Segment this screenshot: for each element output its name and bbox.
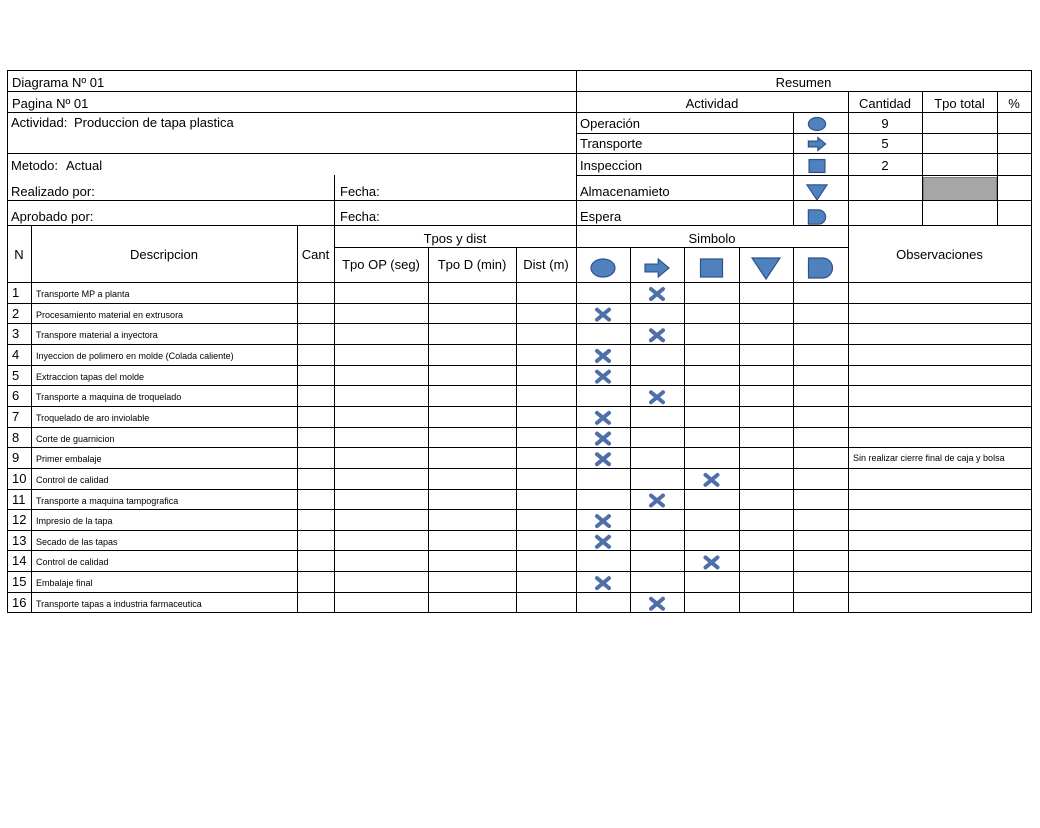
grid-vline bbox=[7, 70, 8, 613]
grid-vline bbox=[922, 91, 923, 226]
step-number: 8 bbox=[12, 429, 20, 445]
step-description: Control de calidad bbox=[36, 474, 109, 485]
step-description: Control de calidad bbox=[36, 557, 109, 568]
grid-vline bbox=[793, 247, 794, 613]
step-number: 16 bbox=[12, 594, 27, 610]
grid-hline bbox=[7, 406, 1032, 407]
grid-vline bbox=[576, 70, 577, 613]
step-number: 11 bbox=[12, 491, 26, 507]
col-observations-header: Observaciones bbox=[896, 247, 983, 262]
activity-label: Actividad: bbox=[11, 115, 68, 130]
activity-value: Produccion de tapa plastica bbox=[74, 115, 234, 130]
grid-hline bbox=[7, 303, 1032, 304]
summary-row-count: 2 bbox=[881, 158, 889, 173]
grid-hline bbox=[7, 489, 1032, 490]
step-mark bbox=[651, 392, 663, 402]
summary-title: Resumen bbox=[775, 75, 832, 90]
step-description: Transporte MP a planta bbox=[36, 289, 130, 299]
grid-hline bbox=[7, 385, 1032, 386]
step-mark bbox=[597, 516, 609, 526]
grid-hline bbox=[334, 247, 849, 248]
diagram-number: Diagrama Nº 01 bbox=[12, 75, 105, 90]
summary-count-header: Cantidad bbox=[858, 96, 912, 111]
col-description-header: Descripcion bbox=[130, 247, 198, 262]
step-mark bbox=[651, 330, 663, 340]
grid-hline bbox=[7, 592, 1032, 593]
grid-vline bbox=[334, 225, 335, 613]
col-symbol-group-header: Simbolo bbox=[688, 231, 736, 246]
col-op-time-header: Tpo OP (seg) bbox=[342, 257, 420, 272]
grid-vline bbox=[630, 247, 631, 613]
grid-hline bbox=[7, 509, 1032, 510]
step-description: Inyeccion de polimero en molde (Colada caliente) bbox=[36, 350, 234, 361]
step-mark bbox=[651, 599, 663, 609]
step-observation: Sin realizar cierre final de caja y bolsa bbox=[853, 453, 1005, 464]
step-mark bbox=[597, 434, 609, 444]
step-description: Impresio de la tapa bbox=[36, 516, 113, 527]
col-n-header: N bbox=[14, 247, 24, 262]
step-number: 4 bbox=[12, 346, 20, 362]
step-number: 12 bbox=[12, 512, 27, 528]
page-number: Pagina Nº 01 bbox=[12, 96, 89, 111]
summary-activity-header: Actividad bbox=[685, 96, 739, 111]
grid-vline bbox=[684, 247, 685, 613]
step-mark bbox=[597, 372, 609, 382]
step-description: Transporte a maquina tampografica bbox=[36, 495, 179, 506]
grid-vline bbox=[793, 112, 794, 226]
step-description: Procesamiento material en extrusora bbox=[36, 309, 184, 320]
step-number: 10 bbox=[12, 470, 27, 486]
grid-vline bbox=[297, 225, 298, 613]
grid-vline bbox=[1031, 70, 1032, 613]
step-mark bbox=[597, 537, 609, 547]
made-by-label: Realizado por: bbox=[11, 184, 95, 199]
step-mark bbox=[597, 351, 609, 361]
grid-hline bbox=[7, 282, 1032, 283]
step-mark bbox=[597, 578, 609, 588]
summary-total-time-header: Tpo total bbox=[934, 96, 985, 111]
step-description: Transpore material a inyectora bbox=[36, 330, 158, 341]
grid-hline bbox=[7, 571, 1032, 572]
summary-row-label: Operación bbox=[580, 116, 640, 131]
summary-percent-header: % bbox=[1008, 96, 1020, 111]
grid-vline bbox=[31, 225, 32, 613]
summary-row-label: Almacenamieto bbox=[580, 184, 670, 199]
grid-vline bbox=[739, 247, 740, 613]
grid-vline bbox=[997, 91, 998, 226]
grid-hline bbox=[7, 225, 1032, 226]
summary-row-count: 5 bbox=[881, 136, 889, 151]
step-mark bbox=[597, 310, 609, 320]
step-description: Transporte a maquina de troquelado bbox=[36, 392, 182, 403]
step-number: 14 bbox=[12, 553, 27, 569]
step-mark bbox=[651, 496, 663, 506]
grid-hline bbox=[7, 70, 1032, 71]
grid-vline bbox=[516, 247, 517, 613]
grid-hline bbox=[7, 365, 1032, 366]
step-number: 13 bbox=[12, 532, 27, 548]
grid-vline bbox=[334, 175, 335, 226]
method-value: Actual bbox=[66, 158, 103, 173]
grid-hline bbox=[7, 91, 1032, 92]
grid-hline bbox=[7, 200, 1032, 201]
col-delay-time-header: Tpo D (min) bbox=[437, 257, 507, 272]
step-number: 6 bbox=[12, 388, 20, 404]
step-description: Extraccion tapas del molde bbox=[36, 371, 145, 382]
grid-hline bbox=[7, 153, 1032, 154]
grid-hline bbox=[7, 344, 1032, 345]
step-number: 7 bbox=[12, 408, 20, 424]
grid-hline bbox=[7, 468, 1032, 469]
grid-hline bbox=[576, 175, 1032, 176]
col-quantity-header: Cant bbox=[301, 247, 330, 262]
grid-hline bbox=[7, 427, 1032, 428]
step-number: 15 bbox=[12, 574, 27, 590]
method-label: Metodo: bbox=[11, 158, 58, 173]
approved-by-date-label: Fecha: bbox=[340, 209, 380, 224]
grid-vline bbox=[848, 91, 849, 613]
step-description: Secado de las tapas bbox=[36, 536, 118, 547]
step-number: 2 bbox=[12, 305, 20, 321]
summary-row-label: Transporte bbox=[580, 136, 643, 151]
col-times-group-header: Tpos y dist bbox=[423, 231, 487, 246]
step-number: 5 bbox=[12, 367, 20, 383]
step-number: 3 bbox=[12, 326, 20, 342]
step-description: Embalaje final bbox=[36, 578, 93, 589]
grid-hline bbox=[576, 133, 1032, 134]
grid-hline bbox=[7, 530, 1032, 531]
summary-row-count: 9 bbox=[881, 116, 889, 131]
grid-hline bbox=[7, 550, 1032, 551]
summary-row-label: Espera bbox=[580, 209, 622, 224]
step-description: Primer embalaje bbox=[36, 454, 102, 465]
made-by-date-label: Fecha: bbox=[340, 184, 380, 199]
grid-vline bbox=[428, 247, 429, 613]
step-mark bbox=[597, 413, 609, 423]
col-distance-header: Dist (m) bbox=[523, 257, 569, 272]
grid-hline bbox=[7, 323, 1032, 324]
grid-hline bbox=[7, 447, 1032, 448]
step-number: 9 bbox=[12, 450, 20, 466]
step-mark bbox=[651, 289, 663, 299]
grid-hline bbox=[7, 612, 1032, 613]
approved-by-label: Aprobado por: bbox=[11, 209, 94, 224]
step-mark bbox=[706, 475, 718, 485]
step-mark bbox=[597, 454, 609, 464]
step-number: 1 bbox=[12, 285, 20, 300]
grid-hline bbox=[7, 112, 1032, 113]
step-description: Transporte tapas a industria farmaceutica bbox=[36, 598, 202, 609]
summary-row-label: Inspeccion bbox=[580, 158, 643, 173]
step-description: Corte de guarnicion bbox=[36, 433, 115, 444]
step-description: Troquelado de aro inviolable bbox=[36, 412, 150, 423]
step-mark bbox=[706, 557, 718, 567]
